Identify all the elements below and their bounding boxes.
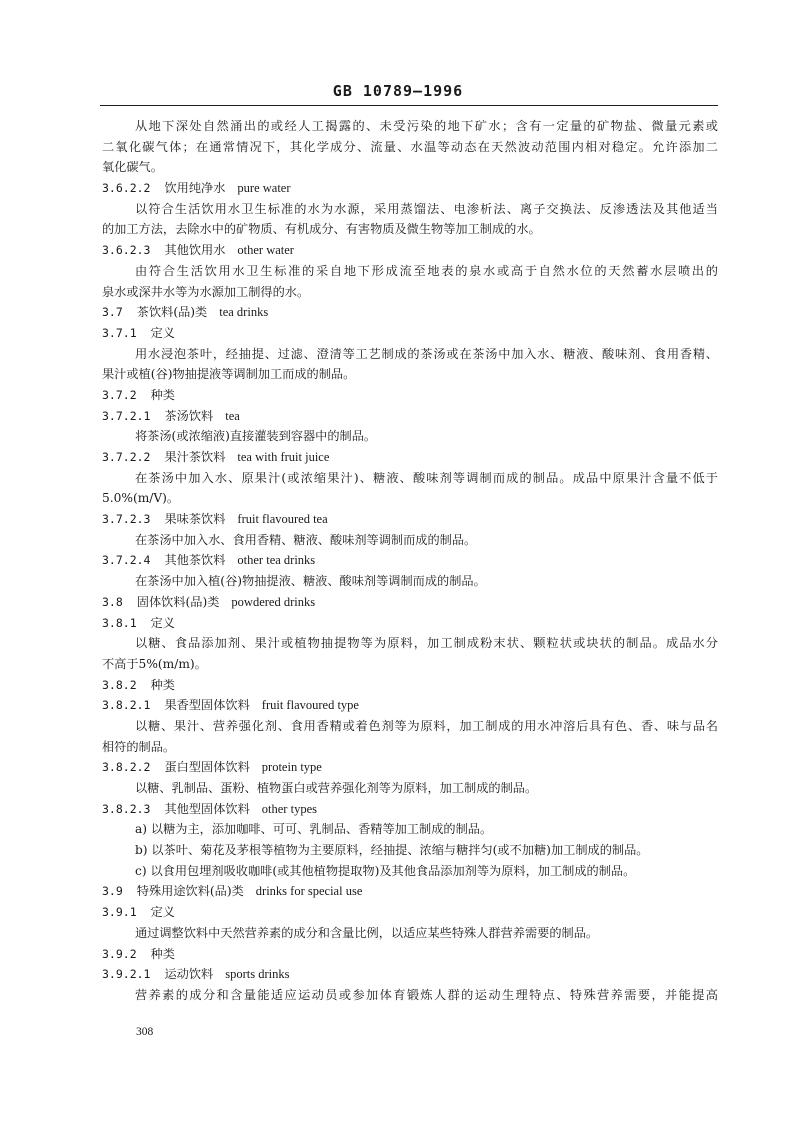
body-text-line xyxy=(0,923,718,944)
paragraph-text: 在茶汤中加入水、食用香精、糖液、酸味剂等调制而成的制品。 xyxy=(135,532,477,547)
paragraph-text: 的加工方法，去除水中的矿物质、有机成分、有害物质及微生物等加工制成的水。 xyxy=(102,222,541,237)
body-text-line xyxy=(0,199,718,220)
body-text-line xyxy=(0,282,718,303)
section-number: 3.6.2.2 xyxy=(102,181,151,196)
paragraph-text: 用水浸泡茶叶，经抽提、过滤、澄清等工艺制成的茶汤或在茶汤中加入水、糖液、酸味剂、食用香精、 xyxy=(135,346,718,361)
paragraph-text: 从地下深处自然涌出的或经人工揭露的、未受污染的地下矿水；含有一定量的矿物盐、微量元素或 xyxy=(135,119,718,133)
paragraph-text: 将茶汤(或浓缩液)直接灌装到容器中的制品。 xyxy=(135,429,377,444)
english-term: tea with fruit juice xyxy=(237,450,330,464)
paragraph-text: 在茶汤中加入水、原果汁(或浓缩果汁)、糖液、酸味剂等调制而成的制品。成品中原果汁含量不低于 xyxy=(135,470,718,485)
body-text-line xyxy=(0,861,718,882)
english-term: tea drinks xyxy=(219,305,269,320)
section-number: 3.8.2.2 xyxy=(102,760,151,775)
section-heading-line xyxy=(0,799,718,820)
section-number: 3.7 xyxy=(102,305,123,320)
section-title: 果汁茶饮料 xyxy=(164,450,226,464)
section-number: 3.6.2.3 xyxy=(102,243,151,258)
paragraph-text: 果汁或植(谷)物抽提液等调制加工而成的制品。 xyxy=(102,367,356,382)
body-text-line xyxy=(0,488,718,509)
english-term: pure water xyxy=(237,181,291,196)
section-title: 特殊用途饮料(品)类 xyxy=(136,884,244,899)
section-title: 其他饮用水 xyxy=(164,243,226,258)
section-heading-line xyxy=(0,944,718,965)
section-title: 茶饮料(品)类 xyxy=(136,305,208,320)
section-heading-line xyxy=(0,592,718,613)
body-text-line xyxy=(0,530,718,551)
body-text-line xyxy=(0,364,718,385)
english-term: sports drinks xyxy=(225,967,290,982)
body-text-line xyxy=(0,426,718,447)
section-number: 3.8.1 xyxy=(102,615,137,630)
section-heading-line xyxy=(0,406,718,427)
section-title: 其他型固体饮料 xyxy=(164,801,250,816)
paragraph-text: 以糖、乳制品、蛋粉、植物蛋白或营养强化剂等为原料，加工制成的制品。 xyxy=(135,781,538,795)
body-text-line xyxy=(0,116,718,137)
section-number: 3.7.2.4 xyxy=(102,553,151,568)
english-term: other water xyxy=(237,243,294,258)
paragraph-text: 由符合生活饮用水卫生标准的采自地下形成流至地表的泉水或高于自然水位的天然蓄水层喷出的 xyxy=(135,263,718,278)
section-heading-line xyxy=(0,964,718,985)
body-text-line xyxy=(0,137,718,158)
section-title: 种类 xyxy=(150,387,175,402)
paragraph-text: 以符合生活饮用水卫生标准的水为水源，采用蒸馏法、电渗析法、离子交换法、反渗透法及其他适当 xyxy=(135,201,718,216)
page-header-standard-number: GB 10789—1996 xyxy=(332,82,464,100)
section-title: 定义 xyxy=(150,325,175,340)
section-heading-line xyxy=(0,881,718,902)
paragraph-text: b) 以茶叶、菊花及茅根等植物为主要原料，经抽提、浓缩与糖拌匀(或不加糖)加工制成的制品。 xyxy=(135,843,649,858)
body-text-line xyxy=(0,819,718,840)
section-heading-line xyxy=(0,902,718,923)
section-number: 3.7.2 xyxy=(102,387,137,402)
paragraph-text: c) 以食用包埋剂吸收咖啡(或其他植物提取物)及其他食品添加剂等为原料，加工制成的制品。 xyxy=(135,863,636,878)
section-title: 其他茶饮料 xyxy=(164,553,226,568)
section-title: 饮用纯净水 xyxy=(164,181,226,196)
section-number: 3.9.2 xyxy=(102,946,137,961)
section-heading-line xyxy=(0,695,718,716)
paragraph-text: 在茶汤中加入植(谷)物抽提液、糖液、酸味剂等调制而成的制品。 xyxy=(135,574,486,589)
english-term: fruit flavoured type xyxy=(261,698,359,713)
section-number: 3.7.1 xyxy=(102,325,137,340)
section-number: 3.8.2.3 xyxy=(102,801,151,816)
paragraph-text: 营养素的成分和含量能适应运动员或参加体育锻炼人群的运动生理特点、特殊营养需要，并能提高 xyxy=(135,987,718,1002)
section-title: 运动饮料 xyxy=(164,967,214,982)
body-text-line xyxy=(0,344,718,365)
paragraph-text: a) 以糖为主，添加咖啡、可可、乳制品、香精等加工制成的制品。 xyxy=(135,822,493,837)
section-title: 果味茶饮料 xyxy=(164,512,226,527)
section-title: 蛋白型固体饮料 xyxy=(164,760,250,775)
section-title: 定义 xyxy=(150,615,175,630)
section-heading-line xyxy=(0,613,718,634)
section-heading-line xyxy=(0,385,718,406)
section-number: 3.8.2 xyxy=(102,677,137,692)
english-term: drinks for special use xyxy=(255,884,363,899)
paragraph-text: 不高于5%(m/m)。 xyxy=(102,656,207,671)
section-heading-line xyxy=(0,675,718,696)
section-number: 3.8 xyxy=(102,594,123,609)
body-text-line xyxy=(0,468,718,489)
english-term: powdered drinks xyxy=(231,594,316,609)
body-text-line xyxy=(0,157,718,178)
body-text-line xyxy=(0,571,718,592)
paragraph-text: 以糖、食品添加剂、果汁或植物抽提物等为原料，加工制成粉末状、颗粒状或块状的制品。成品水分 xyxy=(135,636,718,651)
section-title: 种类 xyxy=(150,946,175,961)
body-text-line xyxy=(0,633,718,654)
section-heading-line xyxy=(0,509,718,530)
section-number: 3.9 xyxy=(102,884,123,899)
paragraph-text: 氧化碳气。 xyxy=(102,160,163,175)
section-heading-line xyxy=(0,550,718,571)
page-number: 308 xyxy=(136,1026,154,1038)
paragraph-text: 二氧化碳气体；在通常情况下，其化学成分、流量、水温等动态在天然波动范围内相对稳定。允许添加二 xyxy=(102,139,718,154)
body-text-line xyxy=(0,985,718,1006)
header-rule xyxy=(100,105,718,106)
section-title: 茶汤饮料 xyxy=(164,408,214,423)
section-title: 果香型固体饮料 xyxy=(164,698,250,713)
section-heading-line xyxy=(0,447,718,468)
english-term: fruit flavoured tea xyxy=(237,512,328,527)
paragraph-text: 泉水或深井水等为水源加工制得的水。 xyxy=(102,284,310,299)
body-text-line xyxy=(0,737,718,758)
paragraph-text: 通过调整饮料中天然营养素的成分和含量比例，以适应某些特殊人群营养需要的制品。 xyxy=(135,925,599,940)
body-text-line xyxy=(0,219,718,240)
body-text-line xyxy=(0,778,718,799)
section-heading-line xyxy=(0,302,718,323)
document-body xyxy=(0,116,796,1006)
section-number: 3.9.2.1 xyxy=(102,967,151,982)
section-number: 3.7.2.2 xyxy=(102,450,151,464)
body-text-line xyxy=(0,840,718,861)
english-term: other types xyxy=(261,801,317,816)
english-term: tea xyxy=(225,408,240,423)
body-text-line xyxy=(0,261,718,282)
section-number: 3.7.2.1 xyxy=(102,408,151,423)
paragraph-text: 相符的制品。 xyxy=(102,739,176,754)
section-title: 种类 xyxy=(150,677,175,692)
section-number: 3.8.2.1 xyxy=(102,698,151,713)
body-text-line xyxy=(0,654,718,675)
section-heading-line xyxy=(0,757,718,778)
paragraph-text: 以糖、果汁、营养强化剂、食用香精或着色剂等为原料，加工制成的用水冲溶后具有色、香、味与品名 xyxy=(135,718,718,733)
body-text-line xyxy=(0,716,718,737)
section-heading-line xyxy=(0,178,718,199)
section-heading-line xyxy=(0,323,718,344)
section-heading-line xyxy=(0,240,718,261)
english-term: other tea drinks xyxy=(237,553,316,568)
section-title: 固体饮料(品)类 xyxy=(136,594,220,609)
english-term: protein type xyxy=(261,760,322,775)
paragraph-text: 5.0%(m/V)。 xyxy=(102,491,180,506)
section-number: 3.9.1 xyxy=(102,905,137,920)
section-number: 3.7.2.3 xyxy=(102,512,151,527)
section-title: 定义 xyxy=(150,905,175,920)
